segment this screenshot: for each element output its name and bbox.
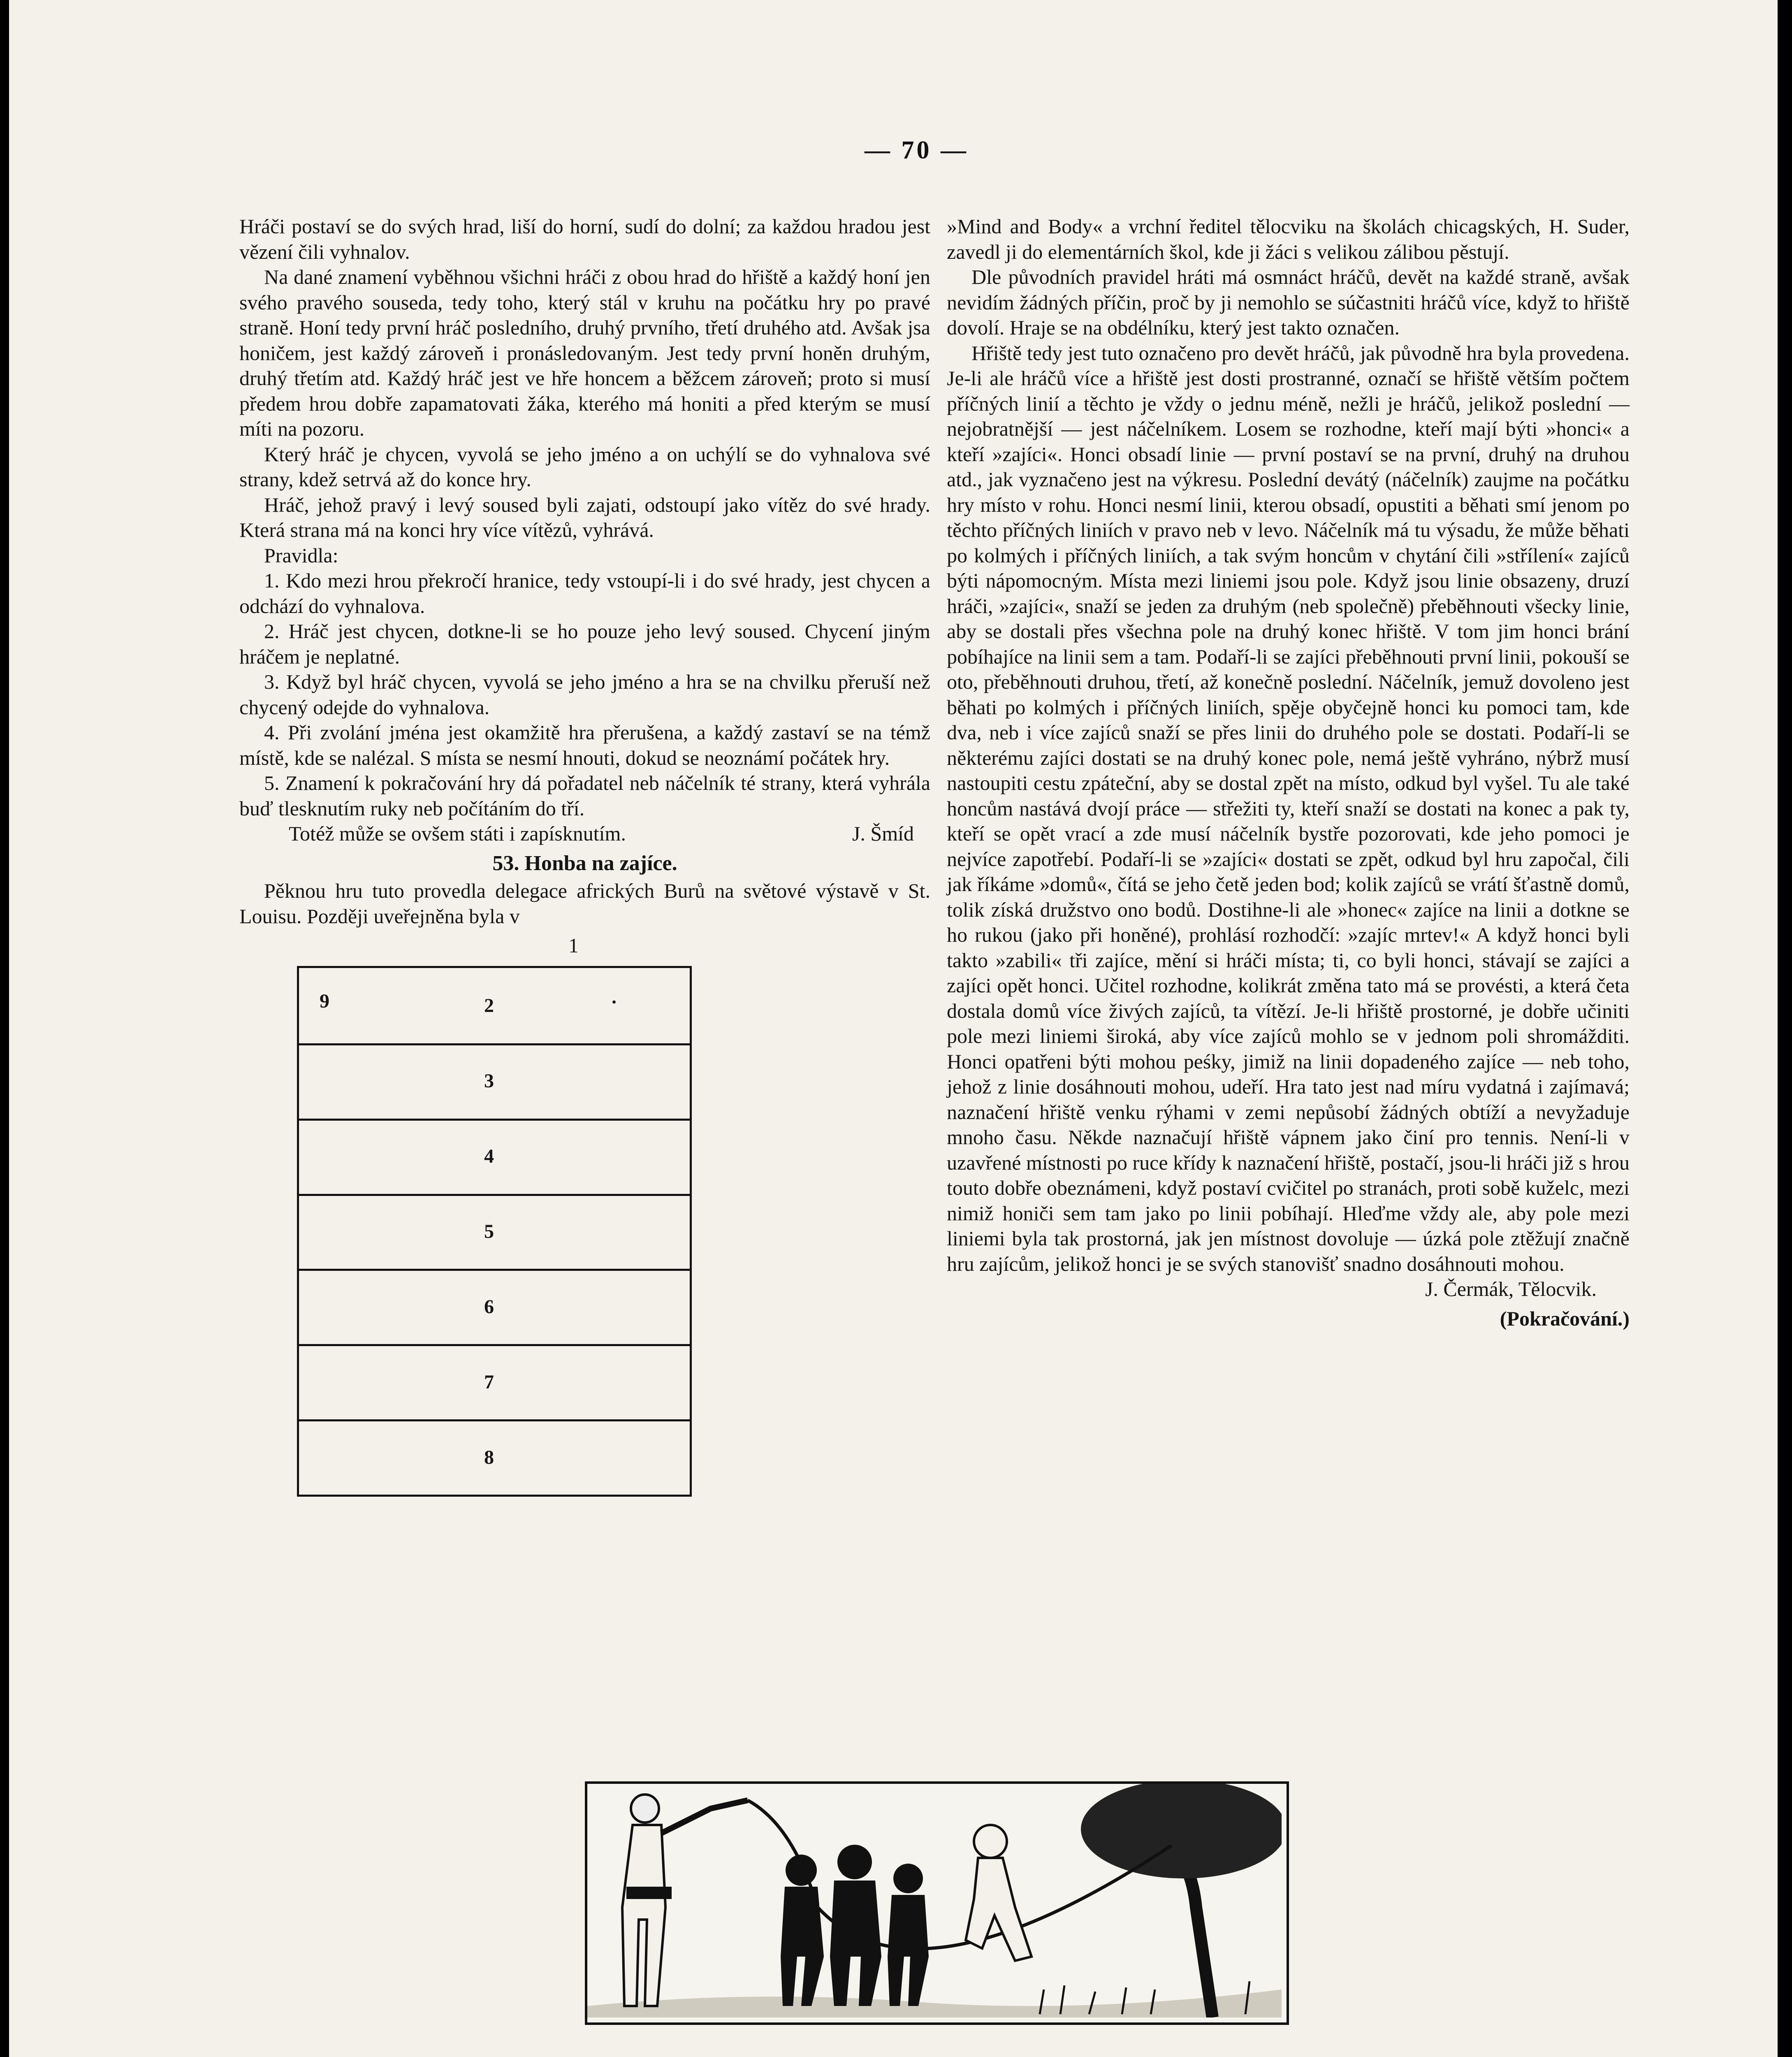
left-paragraph: Pravidla: bbox=[264, 543, 338, 567]
right-paragraph: Hřiště tedy jest tuto označeno pro devět hráčů, jak původně hra byla provedena. Je-li ale hráčů více a hřiště jest dosti prostranné, označí se hřiště větším počtem příčných linií a těchto je vždy o jednu méně, nežli je hráčů, jelikož poslední — nejobratnější — jest náčelníkem. Losem se rozhodne, kteří mají býti »honci« a kteří »zajíci«. Honci obsadí linie — první postaví se na první, druhý na druhou atd., jak vyznačeno jest na výkresu. Poslední devátý (náčelník) zaujme na počátku hry místo v rohu. Honci nesmí linii, kterou obsadí, opustiti a běhati smí jenom po těchto příčných liniích v pravo neb v levo. Náčelník má tu výsadu, že může běhati po kolmých i příčných liniích, a tak svým honcům v chytání čili »střílení« zajíců býti nápomocným. Místa mezi liniemi jsou pole. Když jsou linie obsazeny, druzí hráči, »zajíci«, snaží se jeden za druhým (neb společně) přeběhnouti všecky linie, aby se dostali přes všechna pole na druhý konec hřiště. V tom jim honci brání pobíhajíce na linii sem a tam. Podaří-li se zajíci přeběhnouti první linii, pokouší se oto, přeběhnouti druhou, třetí, až konečně poslední. Náčelník, jemuž dovoleno jest běhati po kolmých i příčných liniích, spěje obyčejně honci ku pomoci tam, kde dva, neb i více zajíců snaží se přes linii do druhého pole se dostati. Podaří-li se některému zajíci dostati se na druhý konec pole, nemá ještě vyhráno, nýbrž musí nastoupiti cestu zpáteční, aby se dostal zpět na místo, odkud byl vyšel. Tu ale také honcům nastává dvojí práce — střežiti ty, kteří snaží se dostati na konec a pak ty, kteří se opět vrací a zde musí náčelník bystře pozorovati, kde jeho pomoci je nejvíce zapotřebí. Podaří-li se »zajíci« dostati se zpět, odkud byl hru započal, čili jak říkáme »domů«, čítá se jeho četě jeden bod; kolik zajíců se vrátí šťastně domů, tolik získá družstvo ono bodů. Dostihne-li ale »honec« zajíce na linii a dotkne se ho rukou (jako při honěné), prohlásí rozhodčí: »zajíc mrtev!« A když honci byli takto »zabili« tři zajíce, mění si hráči místa; ti, co byli honci, stávají se zajíci a zajíci opět honci. Učitel rozhodne, kolikrát změna tato má se provésti, a která četa dostala domů více živých zajíců, ta vítězí. Je-li hřiště prostorné, je dobře učiniti pole mezi liniemi široká, aby více zajíců mohlo se v jednom poli shromážditi. Honci opatřeni býti mohou peśky, jimiž na linii dopadeného zajíce — neb toho, jehož z linie dosáhnouti mohou, udeří. Hra tato jest nad míru vydatná i zajímavá; naznačení hřiště venku rýhami v zemi nepůsobí žádných obtíží a nevyžaduje mnoho času. Někde naznačují hřiště vápnem jako činí pro tennis. Není-li v uzavřené místnosti po ruce křídy k naznačení hřiště, postačí, jsou-li hráči již s hrou touto dobře obeznámeni, když postaví cvičitel po stranách, proti sobě kuželc, mezi nimiž honiči sem tam jako po linii pobíhají. Hleďme vždy ale, aby pole mezi liniemi byla tak prostorná, jak jen místnost dovoluje — úzká pole ztěžují značně hru zajícům, jelikož honci je se svých stanovišť snadno dosáhnouti mohou. bbox=[947, 341, 1630, 1275]
man-belt bbox=[626, 1887, 672, 1899]
left-paragraph: 4. Při zvolání jména jest okamžitě hra přerušena, a každý zastaví se na témž místě, kde se nalézal. S místa se nesmí hnouti, dokud se neoznámí počátek hry. bbox=[239, 721, 930, 769]
field-rectangle bbox=[297, 966, 692, 1497]
man-arm bbox=[661, 1800, 748, 1833]
left-paragraph: 5. Znamení k pokračování hry dá pořadatel neb náčelník té strany, která vyhrála buď tlesknutím ruky neb počítáním do tří. bbox=[239, 771, 930, 820]
left-paragraph: Hráči postaví se do svých hrad, liší do horní, sudí do dolní; za každou hradou jest vězení čili vyhnalov. bbox=[239, 215, 930, 263]
field-label: 7 bbox=[484, 1371, 494, 1393]
jumping-child-body bbox=[966, 1858, 1032, 1961]
field-diagram bbox=[239, 933, 930, 1517]
children-skipping-rope-illustration bbox=[585, 1781, 1289, 2025]
right-paragraph: Dle původních pravidel hráti má osmnáct hráčů, devět na každé straně, avšak nevidím žádných příčin, proč by ji nemohlo se súčastniti hráčů více, když to hřiště dovolí. Hraje se na obdélníku, který jest takto označen. bbox=[947, 265, 1630, 339]
field-line bbox=[299, 1194, 690, 1196]
field-label: 5 bbox=[484, 1221, 494, 1242]
left-paragraph: 1. Kdo mezi hrou překročí hranice, tedy vstoupí-li i do své hrady, jest chycen a odchází do vyhnalova. bbox=[239, 569, 930, 618]
diagram-side-label: 9 bbox=[320, 990, 329, 1012]
field-label: 4 bbox=[484, 1145, 494, 1168]
ground bbox=[587, 1990, 1282, 2018]
left-paragraph: 2. Hráč jest chycen, dotkne-li se ho pouze jeho levý soused. Chycení jiným hráčem je neplatné. bbox=[239, 620, 930, 668]
diagram-dot: . bbox=[612, 986, 617, 1008]
right-paragraphs bbox=[947, 214, 1630, 1277]
field-line bbox=[299, 1269, 690, 1271]
author-cermak: J. Čermák, Tělocvik. bbox=[1425, 1277, 1597, 1300]
left-paragraph: Hráč, jehož pravý i levý soused byli zajati, odstoupí jako vítěz do své hrady. Která strana má na konci hry více vítězů, vyhrává. bbox=[239, 493, 930, 541]
smid-signature-line bbox=[239, 821, 930, 847]
illustration-svg bbox=[587, 1784, 1282, 2018]
final-line: Totéž může se ovšem státi i zapísknutím. bbox=[289, 822, 626, 845]
section-title: 53. Honba na zajíce. bbox=[492, 851, 677, 875]
field-label: 6 bbox=[484, 1295, 494, 1318]
left-paragraph: Který hráč je chycen, vyvolá se jeho jméno a on uchýlí se do vyhnalova své strany, kdež setrvá až do konce hry. bbox=[239, 442, 930, 491]
right-column bbox=[947, 214, 1630, 1331]
field-label: 2 bbox=[484, 995, 494, 1017]
left-paragraph: Na dané znamení vyběhnou všichni hráči z obou hrad do hřiště a každý honí jen svého pravého souseda, tedy toho, který stál v kruhu na počátku hry po pravé straně. Honí tedy první hráč posledního, druhý prvního, třetí druhého atd. Avšak jsa honičem, jest každý zároveň i pronásledovaným. Jest tedy první honěn druhým, druhý třetím atd. Každý hráč jest ve hře honcem a běžcem zároveň; proto si musí předem hrou dobře zapamatovati žáka, kterého má honiti a před kterým se musí míti na pozoru. bbox=[239, 265, 930, 440]
man-body bbox=[622, 1825, 665, 2006]
left-column bbox=[239, 214, 930, 1517]
continued-note: (Pokračování.) bbox=[1500, 1307, 1630, 1330]
field-line bbox=[299, 1419, 690, 1421]
field-line bbox=[299, 1119, 690, 1121]
field-line bbox=[299, 1344, 690, 1346]
field-line bbox=[299, 1043, 690, 1045]
diagram-top-label: 1 bbox=[568, 934, 579, 957]
left-paragraphs bbox=[239, 214, 930, 821]
page-number: — 70 — bbox=[865, 136, 969, 164]
man-head bbox=[631, 1795, 659, 1823]
children-group bbox=[781, 1845, 929, 2006]
section-intro: Pěknou hru tuto provedla delegace afrických Burů na světové výstavě v St. Louisu. Později uveřejněna byla v bbox=[239, 879, 930, 928]
field-label: 8 bbox=[484, 1446, 494, 1468]
tree-canopy bbox=[1081, 1784, 1282, 1878]
jumping-child-head bbox=[974, 1825, 1007, 1858]
left-paragraph: 3. Když byl hráč chycen, vyvolá se jeho jméno a hra se na chvilku přeruší než chycený odejde do vyhnalova. bbox=[239, 670, 930, 719]
right-paragraph: »Mind and Body« a vrchní ředitel tělocviku na školách chicagských, H. Suder, zavedl ji do elementárních škol, kde ji žáci s velikou zálibou pěstují. bbox=[947, 215, 1630, 263]
page bbox=[9, 0, 1778, 2057]
author-smid: J. Šmíd bbox=[852, 822, 914, 845]
field-label: 3 bbox=[484, 1070, 494, 1092]
